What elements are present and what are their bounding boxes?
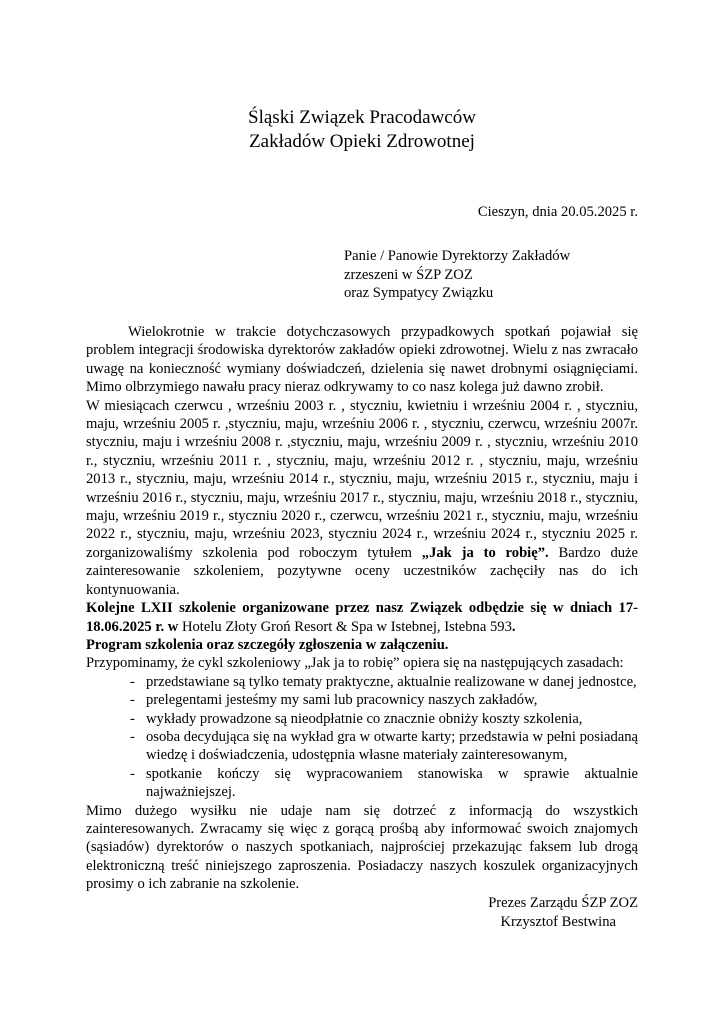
next-training-dot: . bbox=[511, 618, 516, 635]
next-training-date: Kolejne LXII szkolenie organizowane przez nasz Związek odbędzie się w dniach 17-18.06.2025 r. w bbox=[86, 600, 638, 635]
recipient-line3: oraz Sympatycy Związku bbox=[344, 285, 494, 302]
list-item bbox=[86, 765, 638, 802]
next-training-place: Hotelu Złoty Groń Resort & Spa w Istebnej, Istebna 593 bbox=[178, 618, 512, 635]
dash-bullet: - bbox=[130, 692, 135, 709]
dash-bullet: - bbox=[130, 728, 135, 745]
closing-paragraph: Mimo dużego wysiłku nie udaje nam się dotrzeć z informacją do wszystkich zainteresowanych. Zwracamy się więc z gorącą prośbą aby informować swoich znajomych (sąsiadów) dyrektorów o naszych spotkaniach, najprościej przekazując faksem lub drogą elektroniczną treść niniejszego zaproszenia. Posiadaczy naszych koszulek organizacyjnych prosimy o ich zabranie na szkolenie. bbox=[86, 802, 638, 893]
history-text: W miesiącach czerwcu , wrześniu 2003 r. , styczniu, kwietniu i wrześniu 2004 r. , styczniu, maju, wrześniu 2005 r. ,styczniu, maju, wrześniu 2006 r. , styczniu, czerwcu, wrześniu 2007r. styczniu, maju i wrześniu 2008 r. ,styczniu, maju, wrześniu 2009 r. , styczniu, wrześniu 2010 r., styczniu, wrześniu 2011 r. , styczniu, maju, wrześniu 2012 r. , styczniu, maju, wrześniu 2013 r., styczniu, maju, wrześniu 2014 r., styczniu, maju, wrześniu 2015 r., styczniu, maju i wrześniu 2016 r., styczniu, maju, wrześniu 2017 r., styczniu, maju, wrześniu 2018 r., styczniu, maju, wrześniu 2019 r., styczniu 2020 r., czerwcu, wrześniu 2021 r., styczniu, maju, wrześniu 2022 r., styczniu, maju, wrześniu 2023, styczniu 2024 r., wrześniu 2024 r., styczniu 2025 r. zorganizowaliśmy szkolenia pod roboczym tytułem bbox=[86, 397, 638, 561]
rule-text: wykłady prowadzone są nieodpłatnie co znacznie obniży koszty szkolenia, bbox=[146, 710, 583, 727]
letter-body bbox=[86, 323, 638, 894]
history-end: Bardzo duże zainteresowanie szkoleniem, pozytywne oceny uczestników zachęciły nas do ich kontynuowania. bbox=[86, 544, 639, 598]
program-note bbox=[86, 636, 638, 654]
program-note-text: Program szkolenia oraz szczegóły zgłoszenia w załączeniu. bbox=[86, 636, 449, 653]
organization-name-line2: Zakładów Opieki Zdrowotnej bbox=[249, 131, 475, 152]
signature-block bbox=[488, 894, 638, 932]
rule-text: osoba decydująca się na wykład gra w otwarte karty; przedstawia w pełni posiadaną wiedzę i doświadczenia, udostępnia własne materiały zainteresowanym, bbox=[146, 728, 638, 764]
reminder-line: Przypominamy, że cykl szkoleniowy „Jak ja to robię” opiera się na następujących zasadach: bbox=[86, 655, 624, 672]
dash-bullet: - bbox=[130, 673, 135, 690]
list-item bbox=[86, 673, 638, 691]
training-title: „Jak ja to robię”. bbox=[421, 544, 549, 561]
history-paragraph bbox=[86, 397, 638, 599]
rule-text: spotkanie kończy się wypracowaniem stanowiska w sprawie aktualnie najważniejszej. bbox=[146, 765, 638, 801]
recipient-line2: zrzeszeni w ŚZP ZOZ bbox=[344, 266, 473, 283]
letter-date: Cieszyn, dnia 20.05.2025 r. bbox=[477, 204, 638, 220]
signature-title: Prezes Zarządu ŚZP ZOZ bbox=[488, 895, 638, 911]
rule-text: prelegentami jesteśmy my sami lub pracownicy naszych zakładów, bbox=[146, 692, 538, 709]
list-item bbox=[86, 728, 638, 765]
organization-name-line1: Śląski Związek Pracodawców bbox=[248, 107, 476, 128]
intro-paragraph: Wielokrotnie w trakcie dotychczasowych przypadkowych spotkań pojawiał się problem integracji środowiska dyrektorów zakładów opieki zdrowotnej. Wielu z nas zwracało uwagę na konieczność wymiany doświadczeń, dzielenia się nawet drobnymi osiągnięciami. Mimo olbrzymiego nawału pracy nieraz odkrywamy to co nasz kolega już dawno zrobił. bbox=[86, 324, 638, 396]
dash-bullet: - bbox=[130, 710, 135, 727]
list-item bbox=[86, 710, 638, 728]
rule-text: przedstawiane są tylko tematy praktyczne, aktualnie realizowane w danej jednostce, bbox=[146, 673, 637, 690]
recipient-block bbox=[344, 247, 570, 303]
letterhead bbox=[0, 106, 724, 154]
next-training-paragraph bbox=[86, 599, 638, 636]
recipient-line1: Panie / Panowie Dyrektorzy Zakładów bbox=[344, 248, 571, 264]
dash-bullet: - bbox=[130, 765, 135, 782]
rules-list bbox=[86, 673, 638, 802]
list-item bbox=[86, 691, 638, 709]
signature-name: Krzysztof Bestwina bbox=[500, 914, 616, 930]
